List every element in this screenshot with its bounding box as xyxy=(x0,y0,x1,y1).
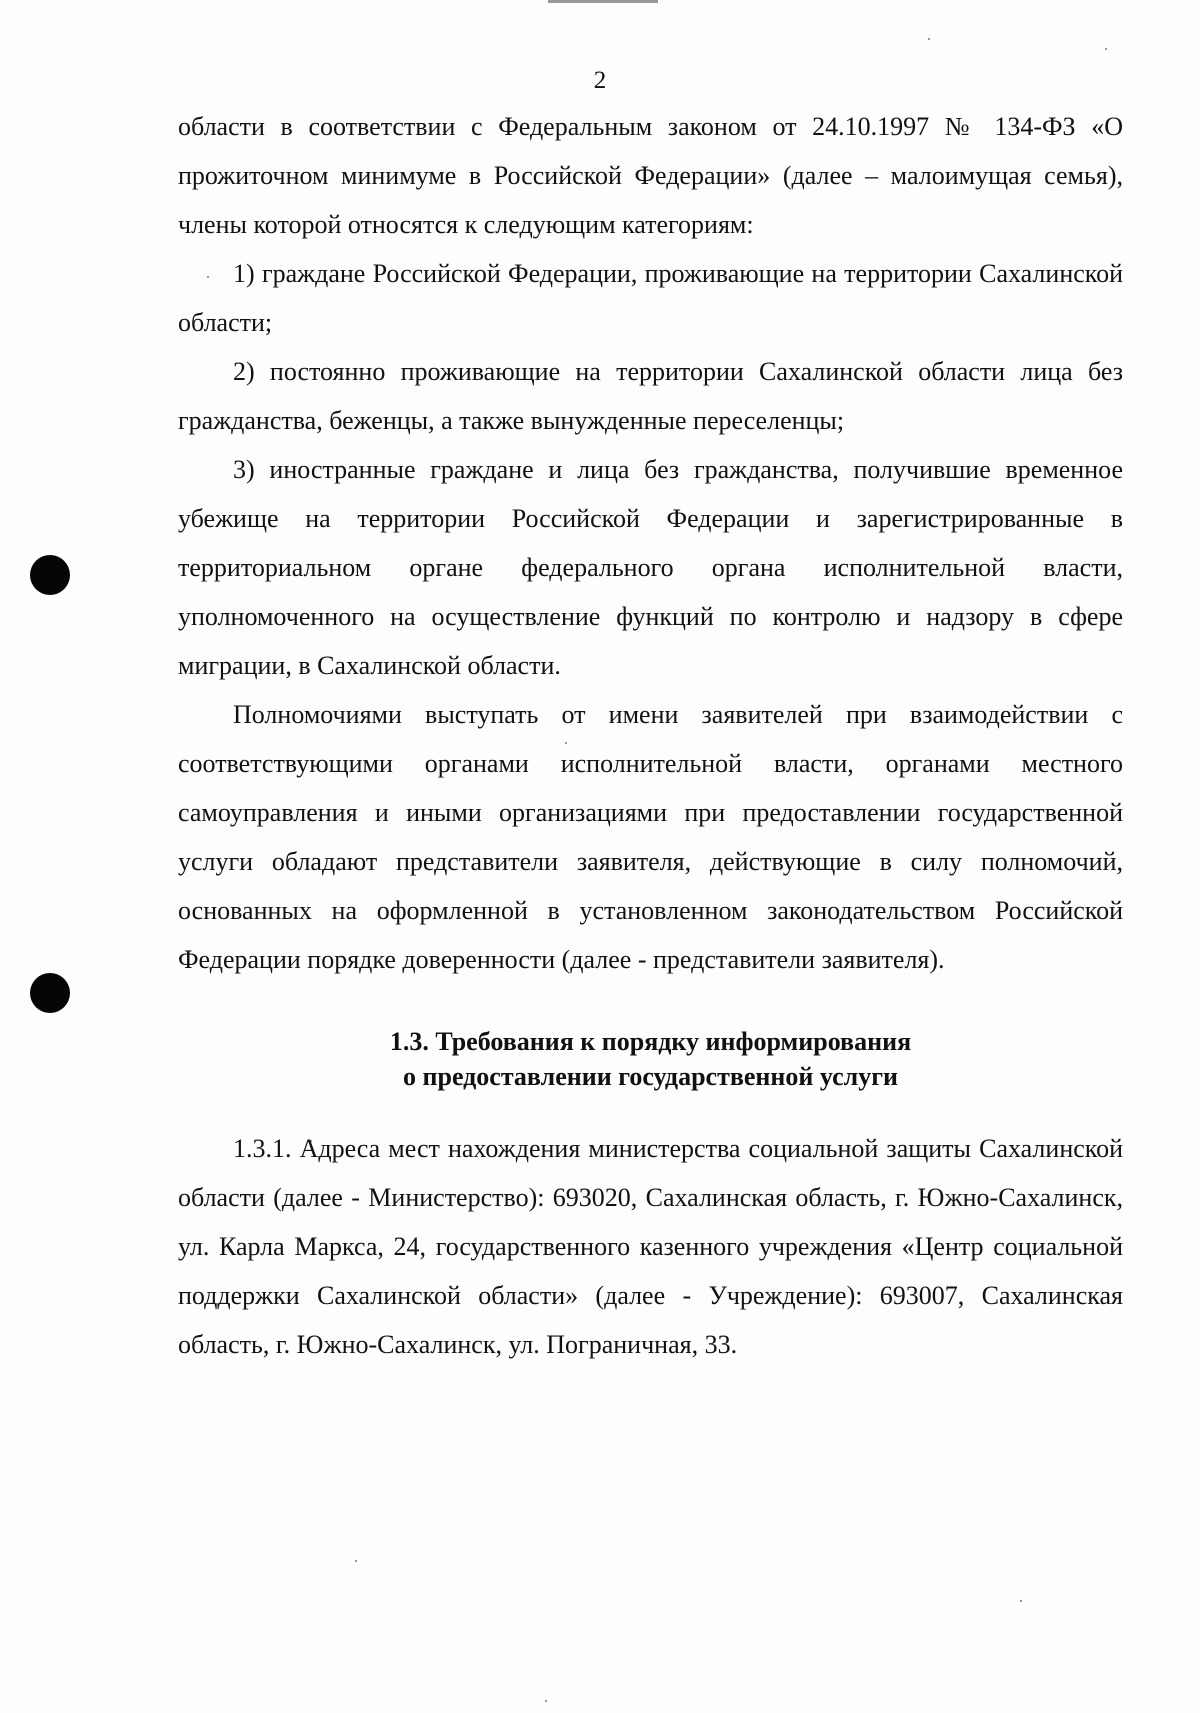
scan-speck xyxy=(1020,1600,1022,1602)
page-number: 2 xyxy=(593,67,607,94)
paragraph-category-2: 2) постоянно проживающие на территории Сахалинской области лица без гражданства, беженцы, а также вынужденные переселенцы; xyxy=(178,357,1123,435)
paragraph-addresses: 1.3.1. Адреса мест нахождения министерства социальной защиты Сахалинской области (далее - Министерство): 693020, Сахалинская область, г. Южно-Сахалинск, ул. Карла Маркса, 24, государственного казенного учреждения «Центр социальной поддержки Сахалинской области» (далее - Учреждение): 693007, Сахалинская область, г. Южно-Сахалинск, ул. Пограничная, 33. xyxy=(178,1134,1123,1359)
punch-hole-upper xyxy=(30,555,70,595)
scan-speck xyxy=(1105,48,1107,50)
scan-mark xyxy=(548,0,658,3)
paragraph-category-1: 1) граждане Российской Федерации, проживающие на территории Сахалинской области; xyxy=(178,259,1123,337)
scan-speck xyxy=(355,1560,357,1562)
section-heading xyxy=(178,1024,1123,1094)
section-heading-line-1: 1.3. Требования к порядку информирования xyxy=(389,1027,912,1056)
scan-speck xyxy=(928,38,930,40)
section-heading-line-2: о предоставлении государственной услуги xyxy=(403,1062,898,1091)
paragraph-representatives: Полномочиями выступать от имени заявителей при взаимодействии с соответствующими органами исполнительной власти, органами местного самоуправления и иными организациями при предоставлении государственной услуги обладают представители заявителя, действующие в силу полномочий, основанных на оформленной в установленном законодательством Российской Федерации порядке доверенности (далее - представители заявителя). xyxy=(178,700,1123,974)
paragraph-category-3: 3) иностранные граждане и лица без гражданства, получившие временное убежище на территории Российской Федерации и зарегистрированные в территориальном органе федерального органа исполнительной власти, уполномоченного на осуществление функций по контролю и надзору в сфере миграции, в Сахалинской области. xyxy=(178,455,1123,680)
scan-speck xyxy=(545,1700,547,1702)
paragraph-intro-continuation: области в соответствии с Федеральным законом от 24.10.1997 № 134-ФЗ «О прожиточном минимуме в Российской Федерации» (далее – малоимущая семья), члены которой относятся к следующим категориям: xyxy=(178,112,1123,239)
punch-hole-lower xyxy=(30,973,70,1013)
document-body xyxy=(178,102,1123,1369)
